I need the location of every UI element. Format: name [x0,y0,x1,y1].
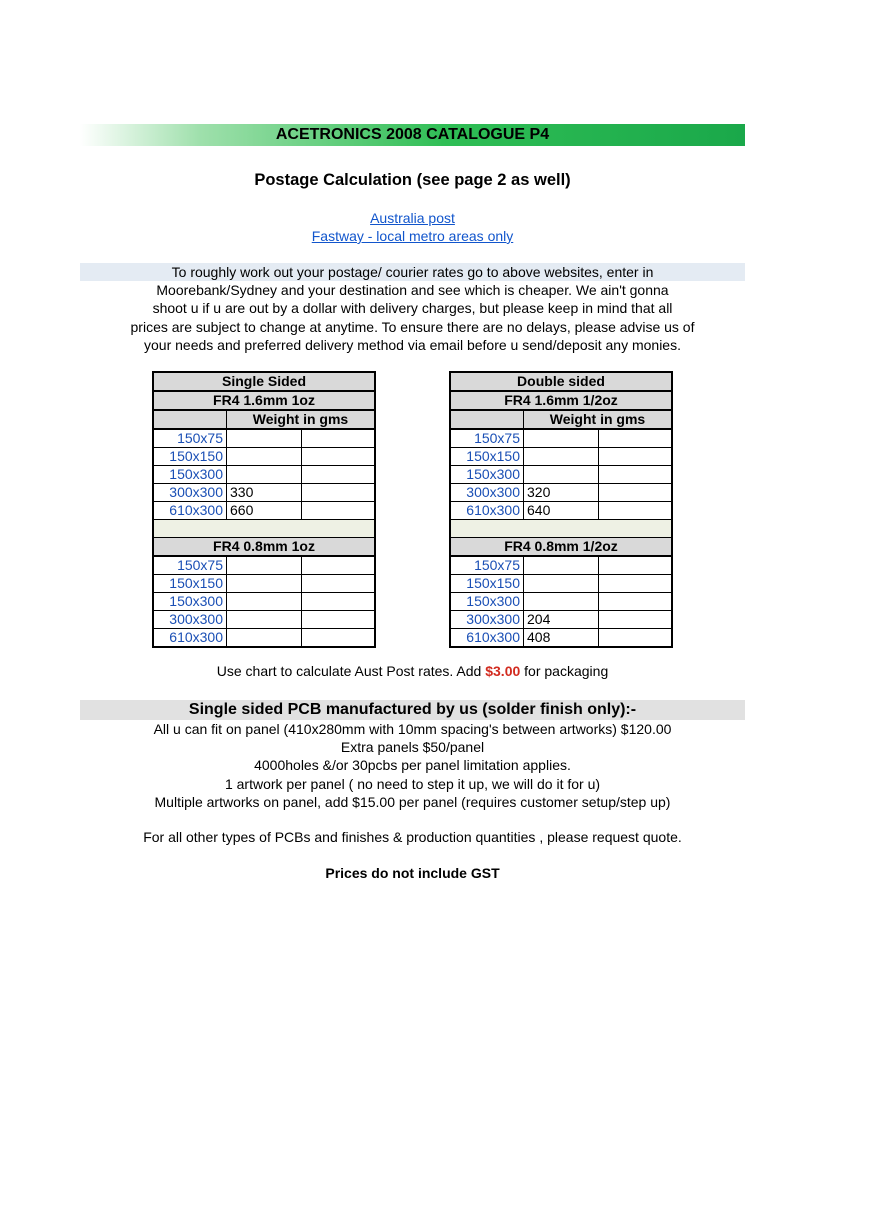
empty-cell [302,593,376,611]
double-sided-weight-table [449,371,673,648]
table-row [450,429,672,448]
empty-cell [599,502,673,520]
table-title: Single Sided [153,372,375,391]
pcb-line: 4000holes &/or 30pcbs per panel limitation applies. [254,757,571,774]
weight-header: Weight in gms [524,410,673,429]
size-cell: 150x300 [450,593,524,611]
size-cell: 150x300 [153,593,227,611]
table-section-header: FR4 0.8mm 1oz [153,538,375,557]
pcb-pricing-list [80,720,745,811]
weight-cell [524,556,599,575]
size-cell: 150x150 [153,448,227,466]
size-cell: 300x300 [153,611,227,629]
intro-line: your needs and preferred delivery method via email before u send/deposit any monies. [144,336,681,353]
weight-cell [524,429,599,448]
weight-cell [524,593,599,611]
size-cell: 150x150 [153,575,227,593]
table-row [153,502,375,520]
page-subtitle: Postage Calculation (see page 2 as well) [254,171,571,189]
empty-cell [599,484,673,502]
pcb-line: Extra panels $50/panel [340,739,485,756]
table-row [450,556,672,575]
weight-cell [227,593,302,611]
table-section-header: FR4 0.8mm 1/2oz [450,538,672,557]
size-cell: 150x75 [450,556,524,575]
weight-cell: 330 [227,484,302,502]
size-cell: 150x300 [450,466,524,484]
empty-cell [302,466,376,484]
note-text: Use chart to calculate Aust Post rates. Add [216,663,486,679]
empty-cell [599,611,673,629]
size-cell: 150x150 [450,448,524,466]
table-row [153,593,375,611]
weight-cell: 660 [227,502,302,520]
intro-line: To roughly work out your postage/ courier rates go to above websites, enter in [171,264,654,280]
table-row [153,575,375,593]
weight-cell [227,629,302,648]
weight-cell [227,448,302,466]
weight-cell [227,466,302,484]
gst-notice: Prices do not include GST [325,865,500,881]
size-cell: 610x300 [450,629,524,648]
empty-cell [599,593,673,611]
empty-cell [599,466,673,484]
table-row [450,466,672,484]
empty-cell [599,429,673,448]
table-row [450,593,672,611]
weight-header: Weight in gms [227,410,376,429]
size-cell: 300x300 [153,484,227,502]
weight-cell: 408 [524,629,599,648]
weight-cell [524,448,599,466]
table-row [153,611,375,629]
note-text-end: for packaging [520,663,609,679]
australia-post-link-row [80,210,745,226]
size-cell: 300x300 [450,484,524,502]
table-row [450,575,672,593]
fastway-link[interactable]: Fastway - local metro areas only [311,228,514,244]
size-cell: 150x75 [153,556,227,575]
table-row [153,484,375,502]
size-cell: 150x300 [153,466,227,484]
quote-request-text: For all other types of PCBs and finishes & production quantities , please request quote. [143,829,682,845]
spacer-row [153,520,375,538]
table-row [450,502,672,520]
empty-cell [302,502,376,520]
blank-header-cell [153,410,227,429]
table-row [153,629,375,648]
table-title: Double sided [450,372,672,391]
intro-paragraph [80,263,745,354]
empty-cell [599,556,673,575]
table-row [450,448,672,466]
empty-cell [302,429,376,448]
fastway-link-row [80,228,745,244]
empty-cell [302,448,376,466]
weight-cell [524,466,599,484]
size-cell: 300x300 [450,611,524,629]
table-row [153,448,375,466]
blank-header-cell [450,410,524,429]
size-cell: 610x300 [153,629,227,648]
table-row [153,556,375,575]
single-sided-weight-table [152,371,376,648]
weight-cell [524,575,599,593]
weight-cell: 640 [524,502,599,520]
intro-line: shoot u if u are out by a dollar with delivery charges, but please keep in mind that all [152,300,673,317]
intro-line: prices are subject to change at anytime. To ensure there are no delays, please advise us of [130,318,695,335]
packaging-price: $3.00 [485,663,521,679]
table-section-header: FR4 1.6mm 1/2oz [450,391,672,410]
catalogue-banner: ACETRONICS 2008 CATALOGUE P4 [80,124,745,146]
pcb-line: Multiple artworks on panel, add $15.00 per panel (requires customer setup/step up) [154,793,671,810]
table-section-header: FR4 1.6mm 1oz [153,391,375,410]
table-row [153,429,375,448]
weight-cell [227,429,302,448]
empty-cell [302,575,376,593]
empty-cell [302,484,376,502]
empty-cell [599,629,673,648]
table-row [450,611,672,629]
weight-cell [227,575,302,593]
pcb-line: All u can fit on panel (410x280mm with 10mm spacing's between artworks) $120.00 [153,721,672,737]
australia-post-link[interactable]: Australia post [370,210,455,226]
table-row [153,466,375,484]
pcb-section-heading: Single sided PCB manufactured by us (solder finish only):- [80,700,745,720]
spacer-row [450,520,672,538]
size-cell: 610x300 [450,502,524,520]
weight-cell [227,611,302,629]
empty-cell [302,611,376,629]
weight-cell: 320 [524,484,599,502]
size-cell: 150x150 [450,575,524,593]
size-cell: 150x75 [153,429,227,448]
intro-line: Moorebank/Sydney and your destination and see which is cheaper. We ain't gonna [156,282,669,299]
empty-cell [599,448,673,466]
size-cell: 150x75 [450,429,524,448]
packaging-note [80,663,745,679]
empty-cell [302,556,376,575]
weight-cell [227,556,302,575]
table-row [450,484,672,502]
table-row [450,629,672,648]
weight-cell: 204 [524,611,599,629]
size-cell: 610x300 [153,502,227,520]
empty-cell [599,575,673,593]
pcb-line: 1 artwork per panel ( no need to step it up, we will do it for u) [224,775,601,792]
empty-cell [302,629,376,648]
